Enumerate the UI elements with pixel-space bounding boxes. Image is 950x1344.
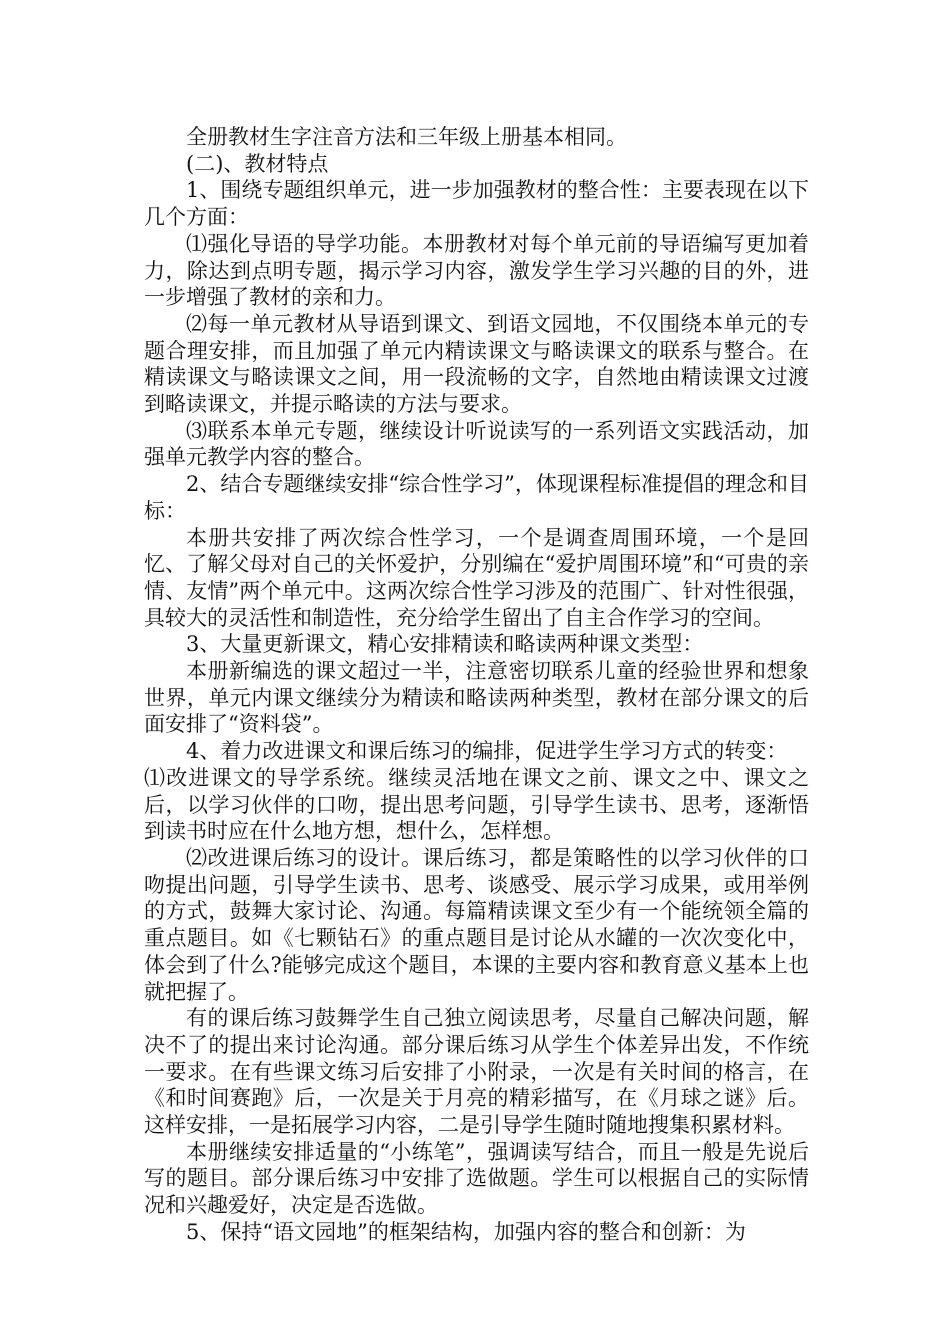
paragraph-point-5: 5、保持“语文园地”的框架结构，加强内容的整合和创新：为 (186, 1219, 746, 1244)
paragraph-point-2-body: 本册共安排了两次综合性学习，一个是调查周围环境，一个是回忆、了解父母对自己的关怀爱护，分别编在“爱护周围环境”和“可贵的亲情、友情”两个单元中。这两次综合性学习涉及的范围广、针对性很强，具较大的灵活性和制造性，充分给学生留出了自主合作学习的空间。 (144, 525, 809, 630)
paragraph-point-4-sub-1: ⑴改进课文的导学系统。继续灵活地在课文之前、课文之中、课文之后，以学习伙伴的口吻，提出思考问题，引导学生读书、思考，逐渐悟到读书时应在什么地方想，想什么，怎样想。 (144, 765, 809, 844)
paragraph-phonetics-note: 全册教材生字注音方法和三年级上册基本相同。 (186, 125, 627, 149)
section-heading-textbook-features: (二)、教材特点 (186, 151, 329, 176)
paragraph-point-1-sub-1: ⑴强化导语的导学功能。本册教材对每个单元前的导语编写更加着力，除达到点明专题，揭示学习内容，激发学生学习兴趣的目的外，进一步增强了教材的亲和力。 (144, 231, 809, 310)
paragraph-point-2: 2、结合专题继续安排“综合性学习”，体现课程标准提倡的理念和目标： (144, 472, 809, 523)
paragraph-point-4-body-b: 本册继续安排适量的“小练笔”，强调读写结合，而且一般是先说后写的题目。部分课后练习中安排了选做题。学生可以根据自己的实际情况和兴趣爱好，决定是否选做。 (144, 1139, 809, 1218)
paragraph-point-4-body-a: 有的课后练习鼓舞学生自己独立阅读思考，尽量自己解决问题，解决不了的提出来讨论沟通。部分课后练习从学生个体差异出发，不作统一要求。在有些课文练习后安排了小附录，一次是有关时间的格言，在《和时间赛跑》后，一次是关于月亮的精彩描写，在《月球之谜》后。这样安排，一是拓展学习内容，二是引导学生随时随地搜集积累材料。 (144, 1006, 809, 1138)
paragraph-point-3: 3、大量更新课文，精心安排精读和略读两种课文类型： (186, 632, 704, 657)
paragraph-point-4-sub-2: ⑵改进课后练习的设计。课后练习，都是策略性的以学习伙伴的口吻提出问题，引导学生读书、思考、谈感受、展示学习成果，或用举例的方式，鼓舞大家讨论、沟通。每篇精读课文至少有一个能统领全篇的重点题目。如《七颗钻石》的重点题目是讨论从水罐的一次次变化中，体会到了什么?能够完成这个题目，本课的主要内容和教育意义基本上也就把握了。 (144, 845, 809, 1004)
paragraph-point-1-sub-3: ⑶联系本单元专题，继续设计听说读写的一系列语文实践活动，加强单元教学内容的整合。 (144, 418, 809, 470)
paragraph-point-1: 1、围绕专题组织单元，进一步加强教材的整合性：主要表现在以下几个方面： (144, 178, 809, 230)
paragraph-point-1-sub-2: ⑵每一单元教材从导语到课文、到语文园地，不仅围绕本单元的专题合理安排，而且加强了单元内精读课文与略读课文的联系与整合。在精读课文与略读课文之间，用一段流畅的文字，自然地由精读课文过渡到略读课文，并提示略读的方法与要求。 (144, 311, 809, 417)
paragraph-point-3-body: 本册新编选的课文超过一半，注意密切联系儿童的经验世界和想象世界，单元内课文继续分为精读和略读两种类型，教材在部分课文的后面安排了“资料袋”。 (144, 659, 809, 737)
paragraph-point-4: 4、着力改进课文和课后练习的编排，促进学生学习方式的转变： (186, 739, 788, 764)
document-body (144, 124, 809, 1246)
